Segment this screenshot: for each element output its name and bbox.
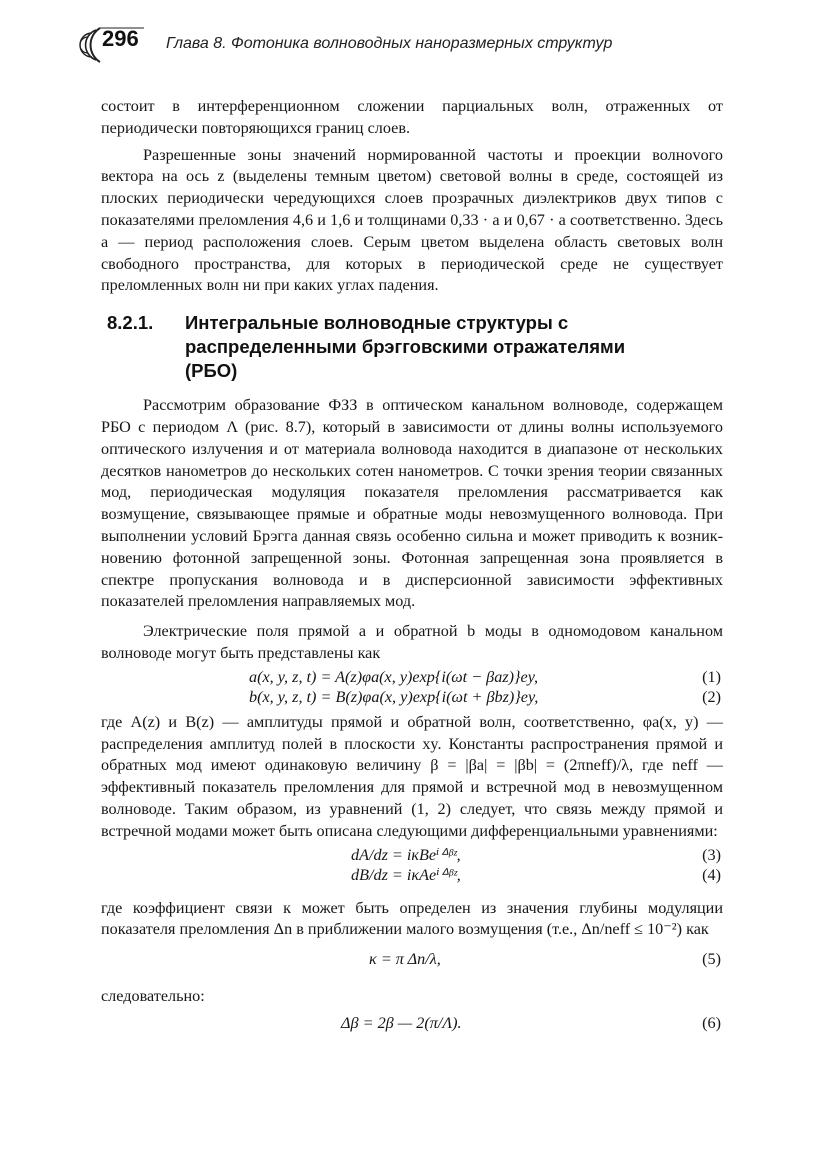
page-header	[78, 22, 738, 68]
paragraph-coupling: где коэффициент связи к может быть определен из значения глубины модуляции показателя преломления Δn в приближении малого возмущения (т.е., Δn/neff ≤ 10⁻²) как	[101, 898, 723, 939]
equation-6-number: (6)	[702, 1014, 721, 1033]
equation-5-number: (5)	[702, 950, 721, 969]
paragraph-amplitudes: где A(z) и B(z) — амплитуды прямой и обратной волн, соответственно, φa(x, y) — распределения амплитуд полей в плоскости xy. Константы распространения прямой и обратных мод имеют одинаковую величину β = |βa| = |βb| = (2πneff)/λ, где neff — эффективный показатель преломления для прямой и встречной мод в невозмущенном волноводе. Таким образом, из уравнений (1, 2) следует, что связь между прямой и встречной модами может быть описана следующими дифференциальными уравнениями:	[101, 712, 723, 840]
paragraph-therefore: следовательно:	[101, 986, 205, 1005]
equation-6-body: Δβ = 2β — 2(π/Λ).	[341, 1014, 462, 1033]
equation-1-number: (1)	[702, 667, 721, 686]
equation-5-body: κ = π Δn/λ,	[369, 950, 441, 969]
equation-2	[101, 687, 723, 708]
paragraph-fields: Электрические поля прямой a и обратной b моды в одномодовом канальном волноводе могут быть представлены как	[101, 622, 723, 662]
running-head: Глава 8. Фотоника волноводных наноразмерных структур	[166, 35, 613, 52]
equation-group-5	[101, 949, 723, 970]
equation-4	[101, 865, 723, 886]
equation-3-number: (3)	[702, 845, 721, 864]
equation-1	[101, 667, 723, 688]
equation-2-body: b(x, y, z, t) = B(z)φa(x, y)exp{i(ωt + βbz)}ey,	[249, 688, 539, 707]
section-title: Интегральные волноводные структуры с распределенными брэгговскими отражателями (РБО)	[185, 312, 626, 382]
equation-6	[101, 1013, 723, 1034]
paragraph-fzz-intro: Рассмотрим образование ФЗЗ в оптическом канальном волноводе, содержащем РБО с периодом Λ (рис. 8.7), который в зависимости от длины волны используемого оптического излучения и от материала волновода находится в диапазоне от нескольких десятков нанометров до нескольких сотен нанометров. С точки зрения теории связанных мод, периодическая модуляция показателя преломления рассматривается как возмущение, связывающее прямые и обратные моды невозмущенного волновода. При выполнении условий Брэгга данная связь особенно сильна и может приводить к возникновению фотонной запрещенной зоны. Фотонная запрещенная зона проявляется в спектре пропускания волновода и в дисперсионной зависимости эффективных показателей преломления направляемых мод.	[101, 396, 723, 611]
equation-4-number: (4)	[702, 866, 721, 885]
equation-5	[101, 949, 723, 970]
equation-2-number: (2)	[702, 688, 721, 707]
page-number: 296	[102, 26, 139, 51]
section-number: 8.2.1.	[107, 312, 154, 334]
equation-1-body: a(x, y, z, t) = A(z)φa(x, y)exp{i(ωt − βaz)}ey,	[249, 667, 539, 686]
equation-group-3-4	[101, 845, 723, 886]
equation-group-6	[101, 1013, 723, 1034]
page-body	[101, 96, 723, 1038]
section-heading	[101, 311, 723, 383]
equation-4-body: dB/dz = iκAeⁱᐞᵝᶻ,	[351, 866, 461, 885]
equation-3	[101, 845, 723, 866]
equation-group-1-2	[101, 667, 723, 708]
equation-3-body: dA/dz = ікВеⁱᐞᵝᶻ,	[351, 845, 461, 864]
figure-caption-paragraph: Разрешенные зоны значений нормированной частоты и проекции волноvого вектора на ось z (выделены темным цветом) световой волны в среде, состоящей из плоских периодически чередующихся слоев прозрачных диэлектриков двух типов с показателями преломления 4,6 и 1,6 и толщинами 0,33 · a и 0,67 · a соответственно. Здесь a — период расположения слоев. Серым цветом выделена область световых волн свободного пространства, для которых в периодической среде не существует преломленных волн ни при каких углах падения.	[101, 145, 723, 295]
paragraph-continuation: состоит в интерференционном сложении парциальных волн, отраженных от периодически повторяющихся границ слоев.	[101, 97, 723, 137]
